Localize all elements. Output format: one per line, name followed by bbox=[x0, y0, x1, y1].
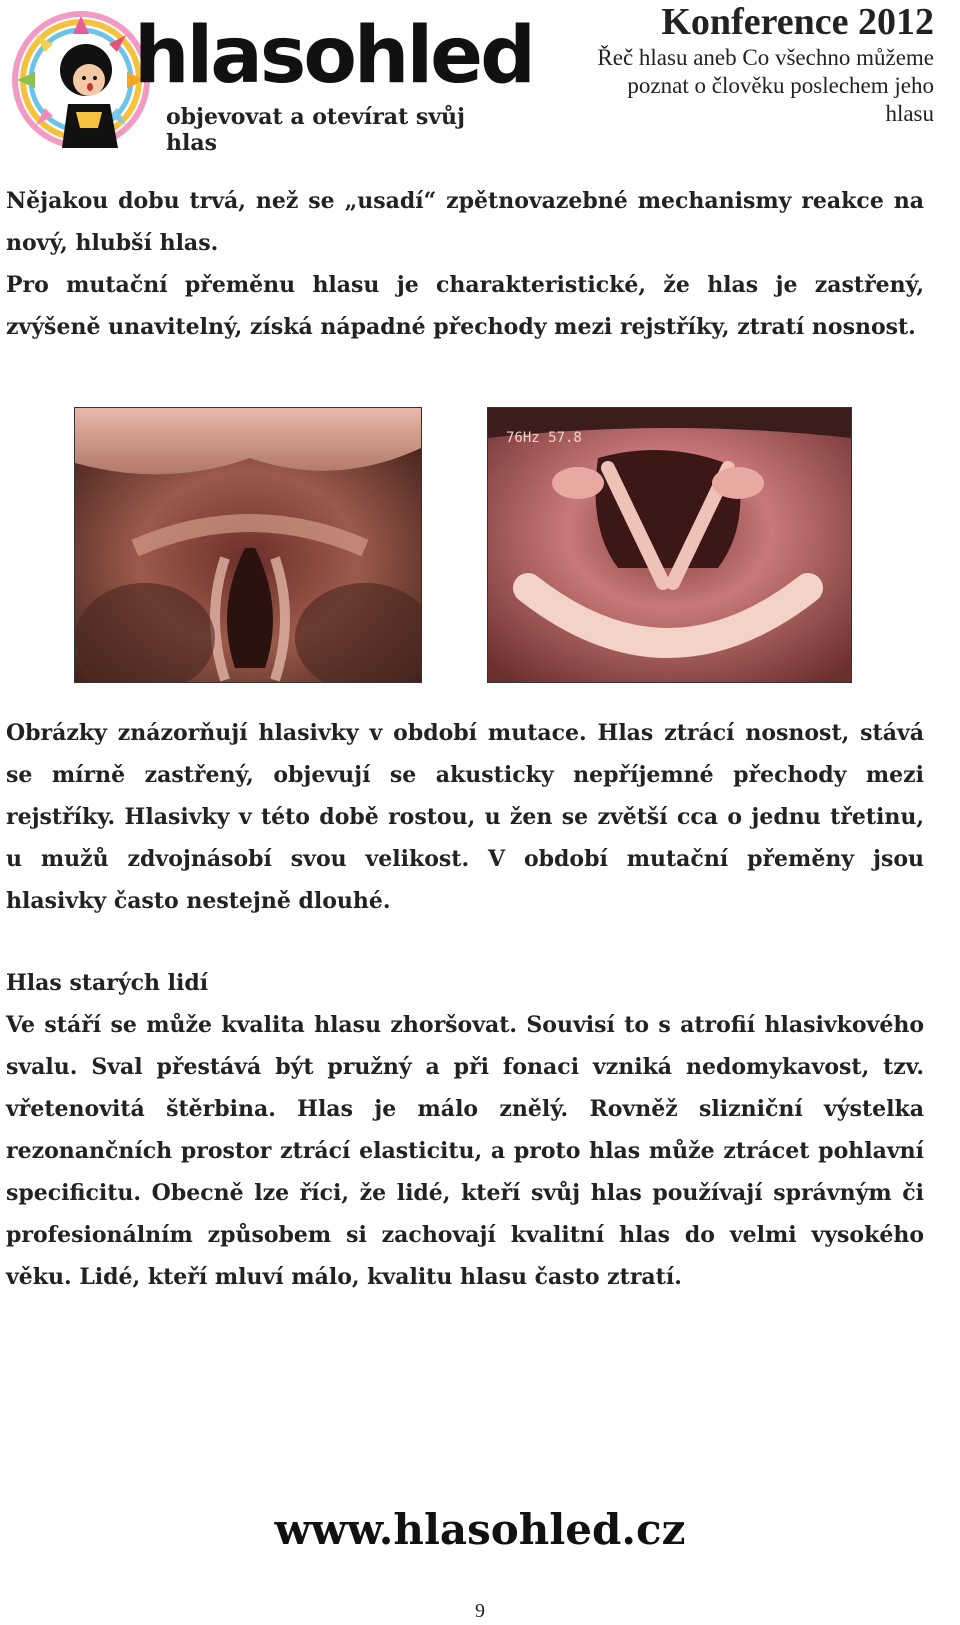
section-body: Ve stáří se může kvalita hlasu zhoršovat. Souvisí to s atrofií hlasivkového svalu. Sval přestává být pružný a při fonaci vzniká nedomykavost, tzv. vřetenovitá štěrbina. Hlas je málo znělý. Rovněž slizniční výstelka rezonančních prostor ztrácí elasticitu, a proto hlas může ztrácet pohlavní specificitu. Obecně lze říci, že lidé, kteří svůj hlas používají správným či profesionálním způsobem si zachovají kvalitní hlas do velmi vysokého věku. Lidé, kteří mluví málo, kvalitu hlasu často ztratí. bbox=[6, 1012, 924, 1290]
footer-website-link[interactable]: www.hlasohled.cz bbox=[274, 1505, 686, 1554]
conference-header bbox=[534, 0, 934, 128]
conference-title: Konference 2012 bbox=[661, 1, 934, 43]
vocal-folds-photo-1 bbox=[74, 407, 422, 683]
conference-subtitle-line-2: poznat o člověku poslechem jeho bbox=[627, 73, 934, 98]
intro-paragraph-1: Nějakou dobu trvá, než se „usadí“ zpětnovazebné mechanismy reakce na nový, hlubší hlas. bbox=[6, 188, 924, 256]
photo-overlay-label: 76Hz 57.8 bbox=[506, 430, 582, 446]
photo-caption: Obrázky znázorňují hlasivky v období mutace. Hlas ztrácí nosnost, stává se mírně zastřený, objevují se akusticky nepříjemné přechody mezi rejstříky. Hlasivky v této době rostou, u žen se zvětší cca o jednu třetinu, u mužů zdvojnásobí svou velikost. V období mutační přeměny jsou hlasivky často nestejně dlouhé. bbox=[6, 720, 924, 914]
logo-face-icon bbox=[60, 44, 118, 148]
conference-subtitle-line-3: hlasu bbox=[885, 101, 934, 126]
page-number: 9 bbox=[475, 1600, 485, 1622]
section-heading: Hlas starých lidí bbox=[6, 970, 209, 996]
vocal-folds-photo-2 bbox=[487, 407, 852, 683]
intro-paragraph-2: Pro mutační přeměnu hlasu je charakteristické, že hlas je zastřený, zvýšeně unavitelný, získá nápadné přechody mezi rejstříky, ztratí nosnost. bbox=[6, 272, 924, 340]
caption-text bbox=[6, 712, 924, 922]
conference-subtitle-line-1: Řeč hlasu aneb Co všechno můžeme bbox=[597, 45, 934, 70]
logo-wordmark: hlasohled bbox=[134, 11, 533, 101]
intro-text bbox=[6, 180, 924, 348]
section-elderly-voice bbox=[6, 962, 924, 1298]
logo-tagline: objevovat a otevírat svůj hlas bbox=[166, 104, 466, 156]
logo bbox=[6, 8, 533, 156]
